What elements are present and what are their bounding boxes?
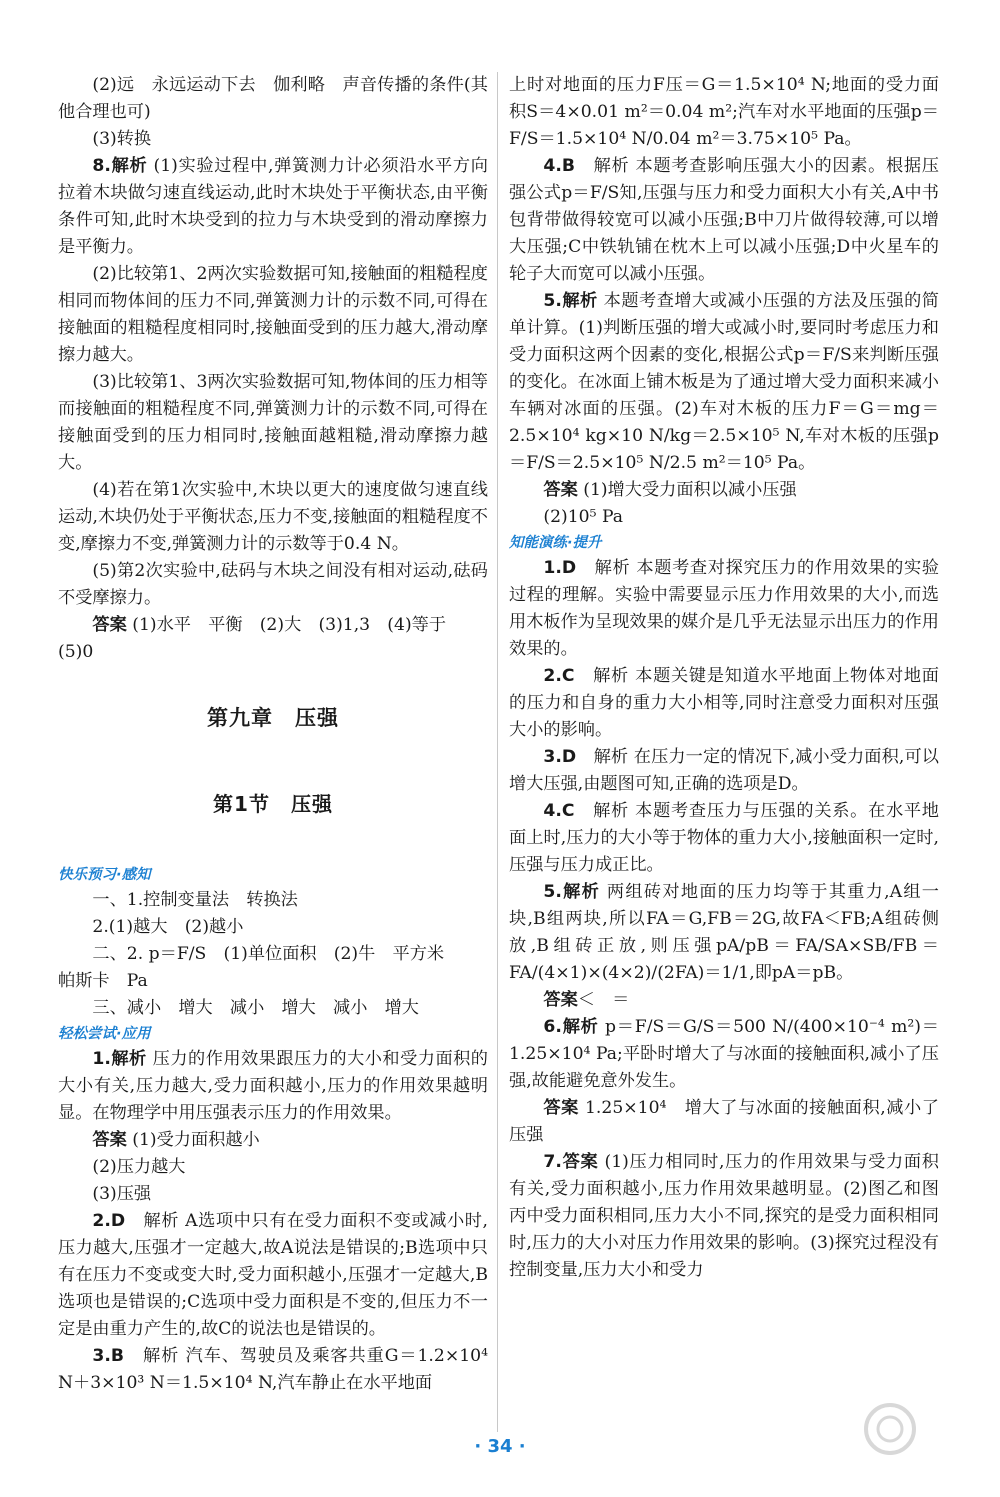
paragraph-text: (1)增大受力面积以减小压强 [577, 480, 797, 500]
paragraph-text: 解析 在压力一定的情况下,减小受力面积,可以增大压强,由题图可知,正确的选项是D。 [509, 747, 939, 794]
left-column [58, 72, 488, 1397]
paragraph [509, 555, 939, 663]
item-label: 答案 [543, 480, 578, 500]
item-label: 6.解析 [543, 1017, 599, 1037]
paragraph [58, 369, 488, 477]
paragraph [58, 477, 488, 558]
paragraph-text: 解析 本题考查压力与压强的关系。在水平地面上时,压力的大小等于物体的重力大小,接触面积一定时,压强与压力成正比。 [509, 801, 939, 875]
right-column [509, 72, 939, 1284]
item-label: 1.D [543, 558, 577, 578]
paragraph-text: 解析 本题考查对探究压力的作用效果的实验过程的理解。实验中需要显示压力作用效果的大小,而选用木板作为呈现效果的媒介是几乎无法显示出压力的作用效果的。 [509, 558, 939, 659]
paragraph [58, 1154, 488, 1181]
paragraph-text: (2)10⁵ Pa [543, 507, 623, 527]
paragraph [58, 1208, 488, 1343]
chapter-title: 第九章 压强 [207, 706, 339, 730]
section-title: 第1节 压强 [213, 792, 333, 816]
paragraph-text: (1)水平 平衡 (2)大 (3)1,3 (4)等于 [126, 615, 447, 635]
paragraph [58, 1046, 488, 1127]
preview-line: 2.(1)越大 (2)越小 [92, 917, 244, 937]
answer-block-right [509, 72, 939, 531]
watermark-stamp-icon [740, 1401, 940, 1481]
paragraph-text: (3)转换 [92, 129, 152, 149]
paragraph-text: ＜ ＝ [577, 990, 630, 1010]
item-label: 答案 [543, 1098, 579, 1118]
paragraph [58, 639, 488, 666]
answer-block-ch8 [58, 72, 488, 666]
paragraph [58, 72, 488, 126]
band-try: 轻松尝试·应用 [58, 1026, 151, 1042]
paragraph-text: (5)0 [58, 642, 94, 662]
paragraph-text: 两组砖对地面的压力均等于其重力,A组一块,B组两块,所以FA＝G,FB＝2G,故FA＜FB;A组砖侧放,B组砖正放,则压强pA/pB＝FA/SA×SB/FB＝FA/(4×1)×(4×2)/(2FA)＝1/1,即pA＝pB。 [509, 882, 939, 983]
paragraph-text: 上时对地面的压力F压＝G＝1.5×10⁴ N;地面的受力面积S＝4×0.01 m²＝0.04 m²;汽车对水平地面的压强p＝F/S＝1.5×10⁴ N/0.04 m²＝3.75×10⁵ Pa。 [509, 75, 939, 149]
item-label: 7.答案 [543, 1152, 599, 1172]
paragraph-text: (3)比较第1、3两次实验数据可知,物体间的压力相等而接触面的粗糙程度不同,弹簧测力计的示数不同,可得在接触面受到的压力相同时,接触面越粗糙,滑动摩擦力越大。 [58, 372, 488, 473]
improve-answers [509, 555, 939, 1284]
paragraph [58, 153, 488, 261]
paragraph [509, 477, 939, 504]
paragraph-text: (5)第2次实验中,砝码与木块之间没有相对运动,砝码不受摩擦力。 [58, 561, 488, 608]
column-divider [497, 72, 498, 1432]
item-label: 5.解析 [543, 882, 601, 902]
paragraph [509, 72, 939, 153]
paragraph-text: p＝F/S＝G/S＝500 N/(400×10⁻⁴ m²)＝1.25×10⁴ Pa;平卧时增大了与冰面的接触面积,减小了压强,故能避免意外发生。 [509, 1017, 939, 1091]
band-improve: 知能演练·提升 [509, 535, 602, 551]
paragraph-text: (3)压强 [92, 1184, 152, 1204]
paragraph [58, 1127, 488, 1154]
paragraph-text: (4)若在第1次实验中,木块以更大的速度做匀速直线运动,木块仍处于平衡状态,压力不变,接触面的粗糙程度不变,摩擦力不变,弹簧测力计的示数等于0.4 N。 [58, 480, 488, 554]
item-label: 8.解析 [92, 156, 148, 176]
item-label: 答案 [543, 990, 578, 1010]
paragraph [58, 558, 488, 612]
item-label: 4.B [543, 156, 575, 176]
paragraph [58, 126, 488, 153]
paragraph [509, 987, 939, 1014]
paragraph-text: (1)实验过程中,弹簧测力计必须沿水平方向拉着木块做匀速直线运动,此时木块处于平衡状态,由平衡条件可知,此时木块受到的拉力与木块受到的滑动摩擦力是平衡力。 [58, 156, 488, 257]
item-label: 5.解析 [543, 291, 598, 311]
paragraph-text: (1)受力面积越小 [126, 1130, 260, 1150]
item-label: 1.解析 [92, 1049, 147, 1069]
band-preview: 快乐预习·感知 [58, 867, 151, 883]
item-label: 3.B [92, 1346, 124, 1366]
preview-line: 一、1.控制变量法 转换法 [92, 890, 298, 910]
item-label: 答案 [92, 615, 127, 635]
paragraph [58, 1181, 488, 1208]
paragraph [509, 504, 939, 531]
paragraph [58, 1343, 488, 1397]
paragraph [58, 612, 488, 639]
page-number: · 34 · [474, 1436, 526, 1457]
try-answers [58, 1046, 488, 1397]
item-label: 答案 [92, 1130, 127, 1150]
paragraph-text: 解析 汽车、驾驶员及乘客共重G＝1.2×10⁴ N＋3×10³ N＝1.5×10⁴ N,汽车静止在水平地面 [58, 1346, 488, 1393]
preview-answers [58, 887, 488, 1022]
paragraph-text: 压力的作用效果跟压力的大小和受力面积的大小有关,压力越大,受力面积越小,压力的作用效果越明显。在物理学中用压强表示压力的作用效果。 [58, 1049, 488, 1123]
item-label: 2.D [92, 1211, 126, 1231]
paragraph [509, 288, 939, 477]
paragraph-text: (2)远 永远运动下去 伽利略 声音传播的条件(其他合理也可) [58, 75, 488, 122]
paragraph-text: 解析 A选项中只有在受力面积不变或减小时,压力越大,压强才一定越大,故A说法是错误的;B选项中只有在压力不变或变大时,受力面积越小,压强才一定越大,B选项也是错误的;C选项中受力面积是不变的,但压力不一定是由重力产生的,故C的说法也是错误的。 [58, 1211, 488, 1339]
paragraph-text: 本题考查增大或减小压强的方法及压强的简单计算。(1)判断压强的增大或减小时,要同时考虑压力和受力面积这两个因素的变化,根据公式p＝F/S来判断压强的变化。在冰面上铺木板是为了通过增大受力面积来减小车辆对冰面的压强。(2)车对木板的压力F＝G＝mg＝2.5×10⁴ kg×10 N/kg＝2.5×10⁵ N,车对木板的压强p＝F/S＝2.5×10⁵ N/2.5 m²＝10⁵ Pa。 [509, 291, 939, 473]
paragraph-text: 解析 本题考查影响压强大小的因素。根据压强公式p＝F/S知,压强与压力和受力面积大小有关,A中书包背带做得较宽可以减小压强;B中刀片做得较薄,可以增大压强;C中铁轨铺在枕木上可以减小压强;D中火星车的轮子大而宽可以减小压强。 [509, 156, 939, 284]
item-label: 3.D [543, 747, 577, 767]
watermark-logo [740, 1401, 940, 1481]
page-number-value: 34 [487, 1436, 513, 1457]
paragraph-text: (2)比较第1、2两次实验数据可知,接触面的粗糙程度相同而物体间的压力不同,弹簧测力计的示数不同,可得在接触面的粗糙程度相同时,接触面受到的压力越大,滑动摩擦力越大。 [58, 264, 488, 365]
item-label: 4.C [543, 801, 575, 821]
paragraph-text: 解析 本题关键是知道水平地面上物体对地面的压力和自身的重力大小相等,同时注意受力面积对压强大小的影响。 [509, 666, 939, 740]
preview-line: 帕斯卡 Pa [58, 971, 148, 991]
paragraph [509, 1014, 939, 1095]
item-label: 2.C [543, 666, 575, 686]
preview-line: 三、减小 增大 减小 增大 减小 增大 [92, 998, 419, 1018]
paragraph-text: (2)压力越大 [92, 1157, 186, 1177]
paragraph [58, 261, 488, 369]
paragraph-text: 1.25×10⁴ 增大了与冰面的接触面积,减小了压强 [509, 1098, 939, 1145]
paragraph-text: (1)压力相同时,压力的作用效果与受力面积有关,受力面积越小,压力作用效果越明显。(2)图乙和图丙中受力面积相同,压力大小不同,探究的是受力面积相同时,压力的大小对压力作用效果的影响。(3)探究过程没有控制变量,压力大小和受力 [509, 1152, 939, 1280]
paragraph [509, 1149, 939, 1284]
paragraph [509, 879, 939, 987]
paragraph [509, 798, 939, 879]
paragraph [509, 153, 939, 288]
paragraph [509, 744, 939, 798]
paragraph [509, 1095, 939, 1149]
preview-line: 二、2. p＝F/S (1)单位面积 (2)牛 平方米 [92, 944, 445, 964]
paragraph [509, 663, 939, 744]
